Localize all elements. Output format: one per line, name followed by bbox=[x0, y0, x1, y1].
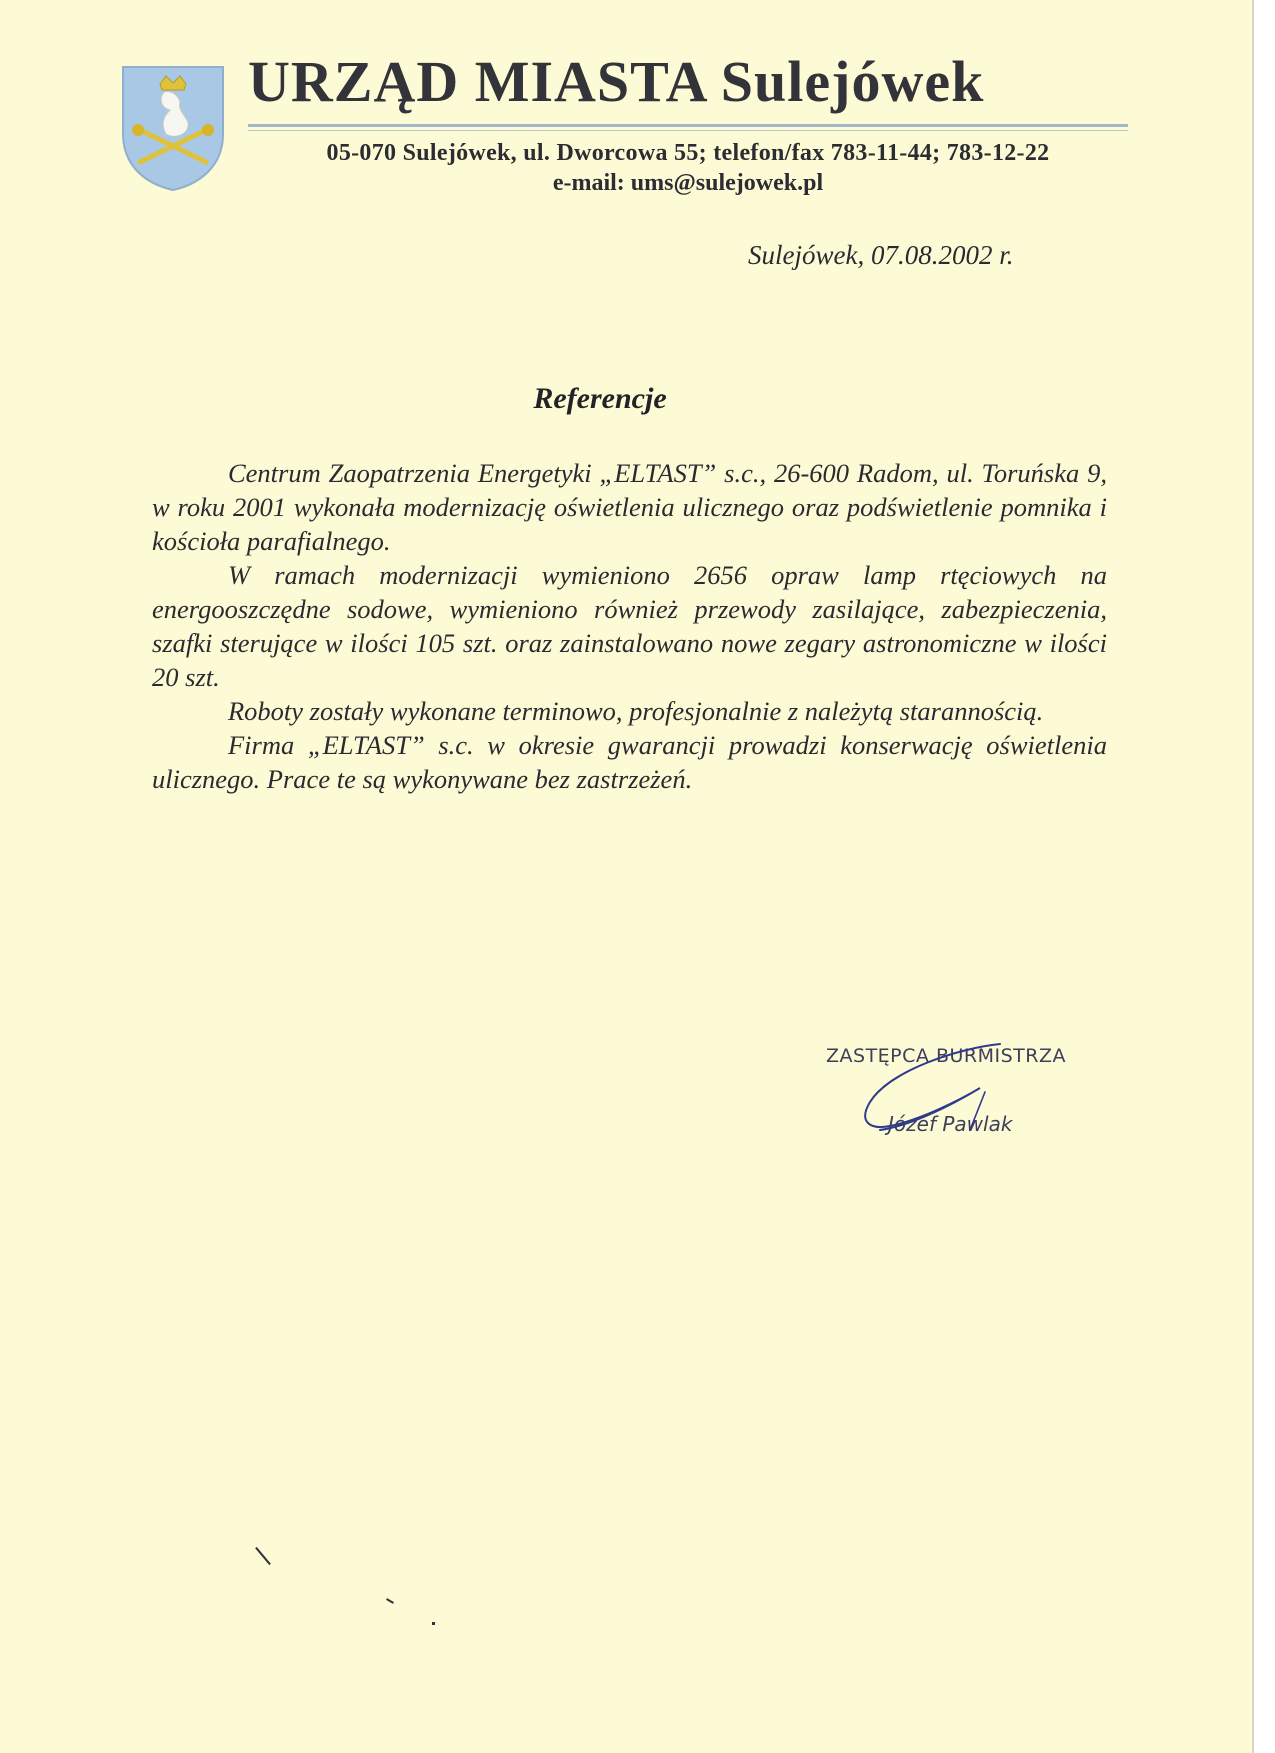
signatory-position: ZASTĘPCA BURMISTRZA bbox=[826, 1045, 1066, 1067]
body-paragraph: Roboty zostały wykonane terminowo, profesjonalnie z należytą starannością. bbox=[228, 696, 1044, 726]
signatory-name: Józef Pawlak bbox=[888, 1112, 1013, 1136]
body-paragraph: W ramach modernizacji wymieniono 2656 opraw lamp rtęciowych na energooszczędne sodowe, wymieniono również przewody zasilające, zabezpieczenia, szafki sterujące w ilości 105 szt. oraz zainstalowano nowe zegary astronomiczne w ilości 20 szt. bbox=[152, 560, 1107, 692]
scan-speck bbox=[432, 1622, 435, 1625]
body-paragraph: Centrum Zaopatrzenia Energetyki „ELTAST” s.c., 26-600 Radom, ul. Toruńska 9, w roku 2001 wykonała modernizację oświetlenia ulicznego oraz podświetlenie pomnika i kościoła parafialnego. bbox=[152, 458, 1107, 556]
letterhead-divider bbox=[248, 124, 1128, 127]
handwritten-signature bbox=[850, 1030, 1020, 1145]
letter-date: Sulejówek, 07.08.2002 r. bbox=[748, 240, 1014, 270]
letter-body bbox=[152, 456, 1107, 796]
coat-of-arms-icon bbox=[120, 64, 226, 192]
letterhead-divider-thin bbox=[248, 130, 1128, 131]
scan-speck bbox=[255, 1547, 271, 1565]
body-paragraph: Firma „ELTAST” s.c. w okresie gwarancji prowadzi konserwację oświetlenia ulicznego. Prace te są wykonywane bez zastrzeżeń. bbox=[152, 730, 1107, 794]
office-address: 05-070 Sulejówek, ul. Dworcowa 55; telefon/fax 783-11-44; 783-12-22 bbox=[326, 140, 1050, 166]
office-email: e-mail: ums@sulejowek.pl bbox=[552, 170, 824, 196]
letter-heading: Referencje bbox=[533, 382, 667, 415]
office-title: URZĄD MIASTA Sulejówek bbox=[248, 49, 985, 114]
scan-speck bbox=[386, 1598, 394, 1604]
